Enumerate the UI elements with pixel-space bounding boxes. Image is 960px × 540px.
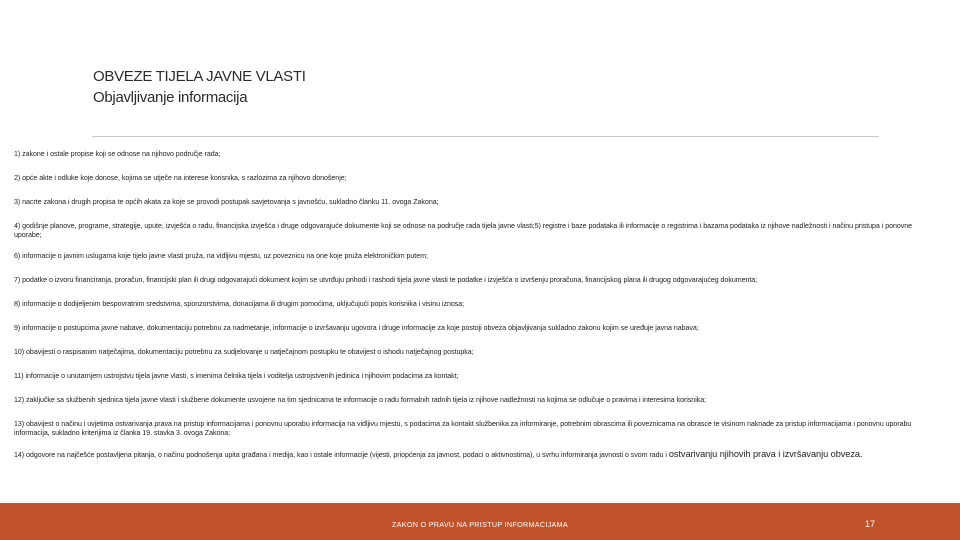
list-item-3: 3) nacrte zakona i drugih propisa te općih akata za koje se provodi postupak savjetovanja s javnošću, sukladno članku 11. ovoga Zakona; (14, 198, 439, 206)
title-divider (92, 136, 879, 137)
list-item-14-tail: ostvarivanju njihovih prava i izvršavanju obveza. (668, 449, 863, 459)
list-item-11: 11) informacije o unutarnjem ustrojstvu tijela javne vlasti, s imenima čelnika tijela i voditelja ustrojstvenih jedinica i njihovim podacima za kontakt; (14, 372, 459, 380)
list-item-13: 13) obavijest o načinu i uvjetima ostvarivanja prava na pristup informacijama i ponovnu uporabu informacija na vidljivu mjestu, s podacima za kontakt službenika za informiranje, potrebnim obrascima ili poveznicama na obrasce te visinom naknade za pristup informacijama i ponovnu uporabu informacija, sukladno kriterijima iz članka 19. stavka 3. ovoga Zakona; (14, 420, 912, 437)
list-item-1: 1) zakone i ostale propise koji se odnose na njihovo područje rada; (14, 150, 221, 158)
list-item-8: 8) informacije o dodijeljenim bespovratnim sredstvima, sponzorstvima, donacijama ili drugim pomoćima, uključujući popis korisnika i visinu iznosa; (14, 300, 465, 308)
list-item-14-lead: 14) odgovore na najčešće postavljena pitanja, o načinu podnošenja upita građana i medija, kao i ostale informacije (vijesti, priopćenja za javnost, podaci o aktivnostima), u svrhu informiranja javnosti o svom radu i (14, 451, 669, 459)
footer-bar (0, 503, 960, 540)
list-item-9: 9) informacije o postupcima javne nabave, dokumentaciju potrebnu za nadmetanje, informacije o izvršavanju ugovora i druge informacije za koje postoji obveza objavljivanja sukladno zakonu kojim se uređuje javna nabava; (14, 324, 699, 332)
page-number: 17 (864, 519, 875, 529)
list-item-7: 7) podatke o izvoru financiranja, proračun, financijski plan ili drugi odgovarajući dokument kojim se utvrđuju prihodi i rashodi tijela javne vlasti te podatke i izvješća o izvršenju proračuna, financijskog plana ili drugog odgovarajućeg dokumenta; (14, 276, 758, 284)
list-item-4-5: 4) godišnje planove, programe, strategije, upute, izvješća o radu, financijska izvješća i druge odgovarajuće dokumente koji se odnose na područje rada tijela javne vlasti;5) registre i baze podataka ili informacije o registrima i bazama podataka iz njihove nadležnosti i načinu pristupa i ponovne uporabe; (14, 222, 913, 239)
title-line-1: OBVEZE TIJELA JAVNE VLASTI (93, 68, 306, 85)
title-line-2: Objavljivanje informacija (93, 89, 248, 106)
footer-title: ZAKON O PRAVU NA PRISTUP INFORMACIJAMA (391, 520, 569, 529)
slide-title (93, 66, 873, 108)
list-item-10: 10) obavijesti o raspisanim natječajima, dokumentaciju potrebnu za sudjelovanje u natječajnom postupku te obavijest o ishodu natječajnog postupka; (14, 348, 474, 356)
list-item-14 (14, 450, 914, 460)
list-item-6: 6) informacije o javnim uslugama koje tijelo javne vlasti pruža, na vidljivu mjestu, uz poveznicu na one koje pruža elektroničkim putem; (14, 252, 428, 260)
list-item-12: 12) zaključke sa službenih sjednica tijela javne vlasti i službene dokumente usvojene na tim sjednicama te informacije o radu formalnih radnih tijela iz njihove nadležnosti na kojima se odlučuje o pravima i interesima korisnika; (14, 396, 707, 404)
list-item-2: 2) opće akte i odluke koje donose, kojima se utječe na interese korisnika, s razlozima za njihovo donošenje; (14, 174, 347, 182)
obligations-list (14, 150, 914, 460)
